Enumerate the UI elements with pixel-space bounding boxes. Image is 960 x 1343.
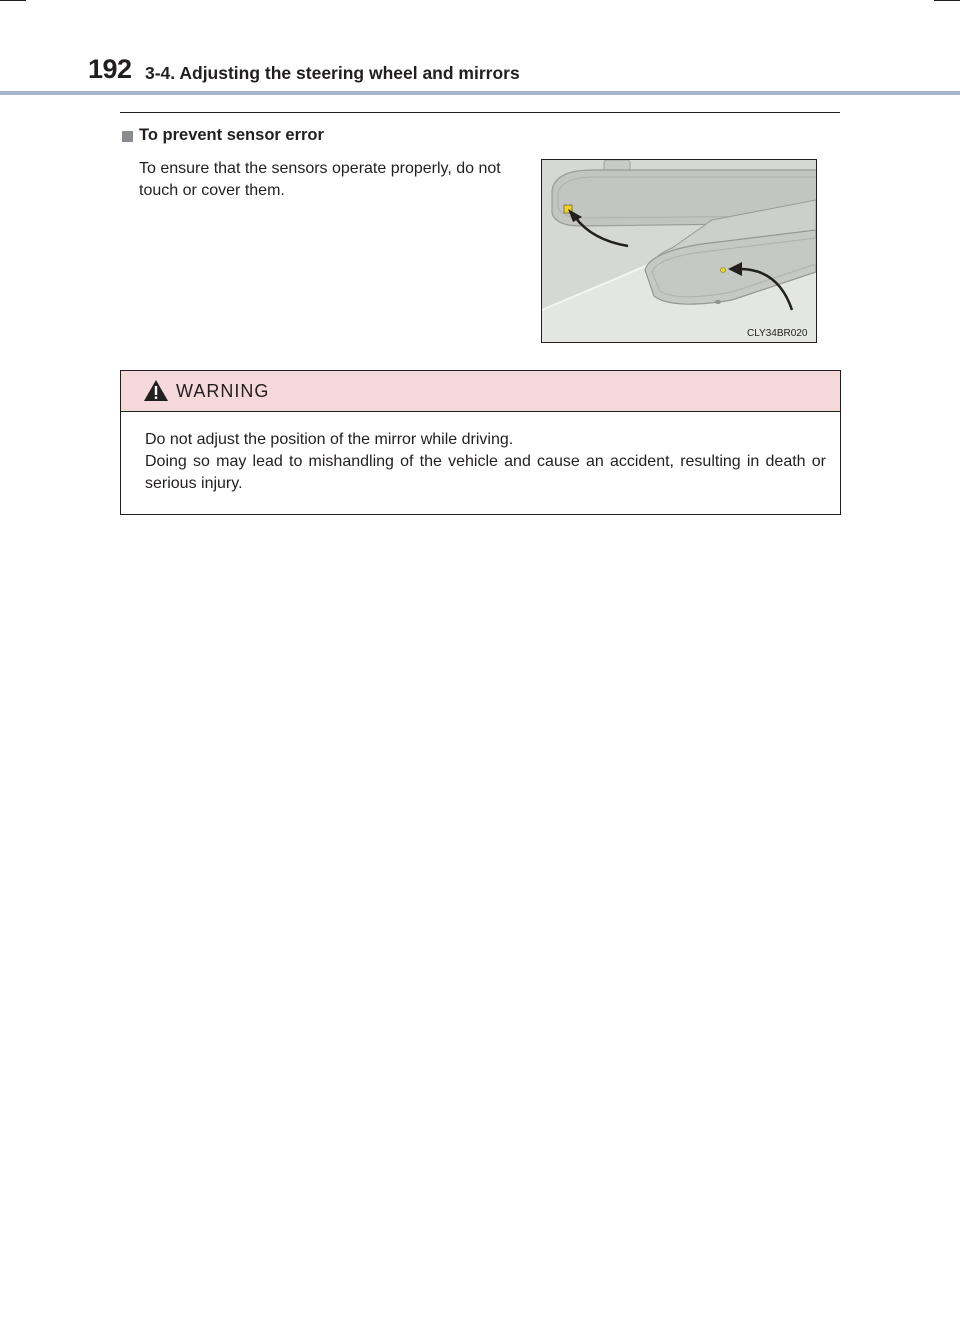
warning-title: WARNING <box>176 381 270 401</box>
warning-line: Do not adjust the position of the mirror while driving. <box>145 431 514 448</box>
section-title: 3-4. Adjusting the steering wheel and mirrors <box>145 63 520 83</box>
mirror-sensor-illustration <box>541 159 817 343</box>
section-bullet-icon <box>122 131 133 142</box>
warning-body <box>145 429 826 495</box>
crop-mark-left <box>0 0 26 1</box>
page-number: 192 <box>88 54 132 84</box>
section-body: To ensure that the sensors operate properly, do not touch or cover them. <box>139 160 501 199</box>
warning-line: Doing so may lead to mishandling of the vehicle and cause an accident, resulting in death or serious injury. <box>145 453 826 492</box>
warning-header <box>121 371 840 412</box>
header-rule <box>0 91 960 95</box>
warning-box <box>120 370 841 515</box>
section-heading: To prevent sensor error <box>139 126 324 144</box>
crop-mark-right <box>934 0 960 1</box>
figure-code: CLY34BR020 <box>747 328 808 339</box>
section-divider <box>120 112 840 113</box>
sensor-highlight-rear <box>721 268 726 273</box>
warning-triangle-icon <box>143 379 169 402</box>
